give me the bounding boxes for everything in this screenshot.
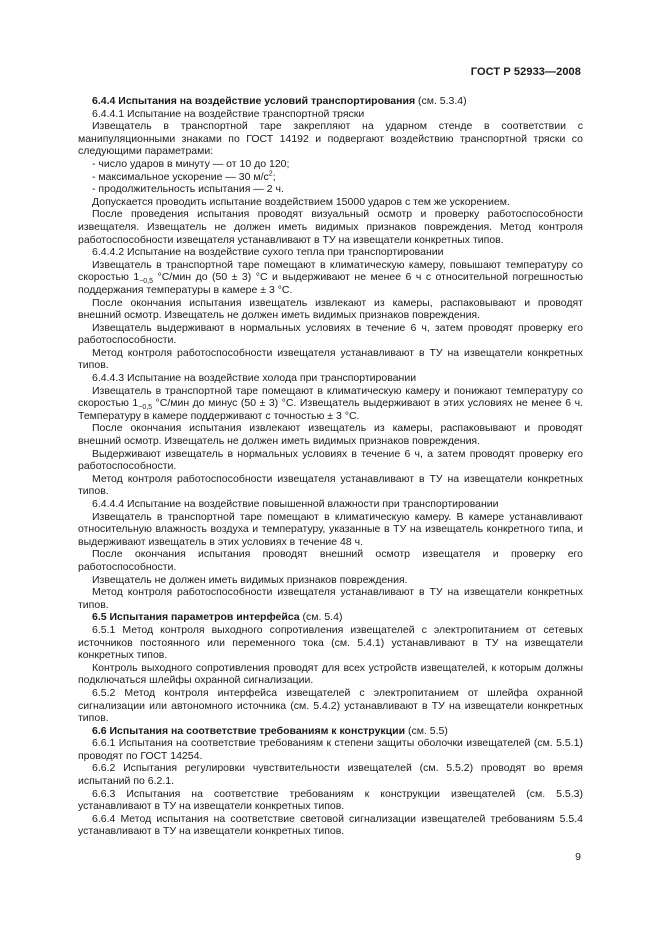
paragraph: После окончания испытания извещатель извлекают из камеры, распаковывают и проводят внешний осмотр. Извещатель не должен иметь видимых признаков повреждения. xyxy=(78,296,583,322)
section-6-4-4-heading xyxy=(78,95,583,108)
page-body xyxy=(78,95,583,838)
section-6-5-heading xyxy=(78,611,583,624)
paragraph-text: Извещатель в транспортной таре помещают в климатическую камеру, повышают температуру со скоростью 1 xyxy=(78,258,583,284)
paragraph xyxy=(78,259,583,297)
section-reference: (см. 5.5) xyxy=(405,724,448,737)
paragraph-text: Извещатель в транспортной таре помещают в климатическую камеру и понижают температуру со скоростью 1 xyxy=(78,384,583,410)
paragraph: Допускается проводить испытание воздействием 15000 ударов с тем же ускорением. xyxy=(92,195,510,208)
section-reference: (см. 5.4) xyxy=(299,611,343,624)
paragraph: После окончания испытания проводят внешний осмотр извещателя и проверку его работоспособности. xyxy=(78,548,583,573)
list-item-text: - максимальное ускорение — 30 м/с xyxy=(92,170,269,183)
paragraph: Извещатель выдерживают в нормальных условиях в течение 6 ч, затем проводят проверку его работоспособности. xyxy=(78,321,583,347)
list-item: - число ударов в минуту — от 10 до 120; xyxy=(92,157,290,170)
page-number: 9 xyxy=(575,851,581,863)
paragraph xyxy=(78,385,583,423)
paragraph: 6.5.1 Метод контроля выходного сопротивления извещателей с электропитанием от сетевых источников постоянного или переменного тока (см. 5.4.1) устанавливают в ТУ на извещатели конкретных типов. xyxy=(78,623,583,662)
subscript: −0,5 xyxy=(139,278,154,286)
section-title: 6.5 Испытания параметров интерфейса xyxy=(92,611,300,624)
subscript: −0,5 xyxy=(138,404,153,412)
standard-header: ГОСТ Р 52933—2008 xyxy=(470,66,581,78)
paragraph: Метод контроля работоспособности извещателя устанавливают в ТУ на извещатели конкретных типов. xyxy=(78,586,583,611)
subsection-6-4-4-3-heading: 6.4.4.3 Испытание на воздействие холода при транспортировании xyxy=(92,372,417,385)
paragraph: 6.6.1 Испытания на соответствие требованиям к степени защиты оболочки извещателей (см. 5.5.1) проводят по ГОСТ 14254. xyxy=(78,737,583,762)
list-item xyxy=(78,171,583,184)
paragraph: Извещатель в транспортной таре помещают в климатическую камеру. В камере устанавливают относительную влажность воздуха и температуру, указанные в ТУ на извещатель конкретного типа, и выдерживают извещатель в этих условиях в течение 48 ч. xyxy=(78,510,583,548)
section-title: 6.6 Испытания на соответствие требованиям к конструкции xyxy=(92,724,406,737)
subsection-6-4-4-1-heading: 6.4.4.1 Испытание на воздействие транспортной тряски xyxy=(92,107,365,120)
paragraph: Контроль выходного сопротивления проводят для всех устройств извещателей, к которым должны подключаться шлейфы охранной сигнализации. xyxy=(78,661,583,687)
paragraph: 6.6.3 Испытания на соответствие требованиям к конструкции извещателей (см. 5.5.3) устанавливают в ТУ на извещатели конкретных типов. xyxy=(78,787,583,813)
subsection-6-4-4-4-heading: 6.4.4.4 Испытание на воздействие повышенной влажности при транспортировании xyxy=(92,498,499,510)
paragraph-text: °С/мин до минус (50 ± 3) °С. Извещатель выдерживают в этих условиях не менее 6 ч. Температуру в камере поддерживают с точностью ± 3 °С. xyxy=(78,397,583,422)
section-title: 6.4.4 Испытания на воздействие условий транспортирования xyxy=(92,95,416,107)
list-item: - продолжительность испытания — 2 ч. xyxy=(92,183,284,196)
paragraph: После окончания испытания извлекают извещатель из камеры, распаковывают и проводят внешний осмотр. Извещатель не должен иметь видимых признаков повреждения. xyxy=(78,422,583,448)
paragraph: После проведения испытания проводят визуальный осмотр и проверку работоспособности извещателя. Извещатель не должен иметь видимых признаков повреждения. Метод контроля работоспособности извещателя устанавливают в ТУ на извещатели конкретных типов. xyxy=(78,208,583,246)
paragraph: Выдерживают извещатель в нормальных условиях в течение 6 ч, а затем проводят проверку его работоспособности. xyxy=(78,447,583,473)
paragraph: Метод контроля работоспособности извещателя устанавливают в ТУ на извещатели конкретных типов. xyxy=(78,346,583,372)
paragraph: 6.6.2 Испытания регулировки чувствительности извещателей (см. 5.5.2) проводят во время испытаний по 6.2.1. xyxy=(78,762,583,788)
section-6-6-heading xyxy=(78,725,583,738)
paragraph-text: °С/мин до (50 ± 3) °С и выдерживают не менее 6 ч с относительной погрешностью поддержания температуры в камере ± 3 °С. xyxy=(78,271,583,296)
subsection-6-4-4-2-heading: 6.4.4.2 Испытание на воздействие сухого тепла при транспортировании xyxy=(92,246,444,259)
paragraph: Метод контроля работоспособности извещателя устанавливают в ТУ на извещатели конкретных типов. xyxy=(78,472,583,498)
paragraph: 6.6.4 Метод испытания на соответствие световой сигнализации извещателей требованиям 5.5.4 устанавливают в ТУ на извещатели конкретных типов. xyxy=(78,812,583,838)
superscript: 2 xyxy=(268,170,273,178)
section-reference: (см. 5.3.4) xyxy=(415,95,467,107)
paragraph: 6.5.2 Метод контроля интерфейса извещателей с электропитанием от шлейфа охранной сигнализации или автономного источника (см. 5.4.2) устанавливают в ТУ на извещатели конкретных типов. xyxy=(78,686,583,725)
paragraph: Извещатель не должен иметь видимых признаков повреждения. xyxy=(92,573,408,586)
paragraph: Извещатель в транспортной таре закрепляют на ударном стенде в соответствии с манипуляционными знаками по ГОСТ 14192 и подвергают воздействию транспортной тряски со следующими параметрами: xyxy=(78,120,583,158)
list-item-text: ; xyxy=(272,170,276,183)
